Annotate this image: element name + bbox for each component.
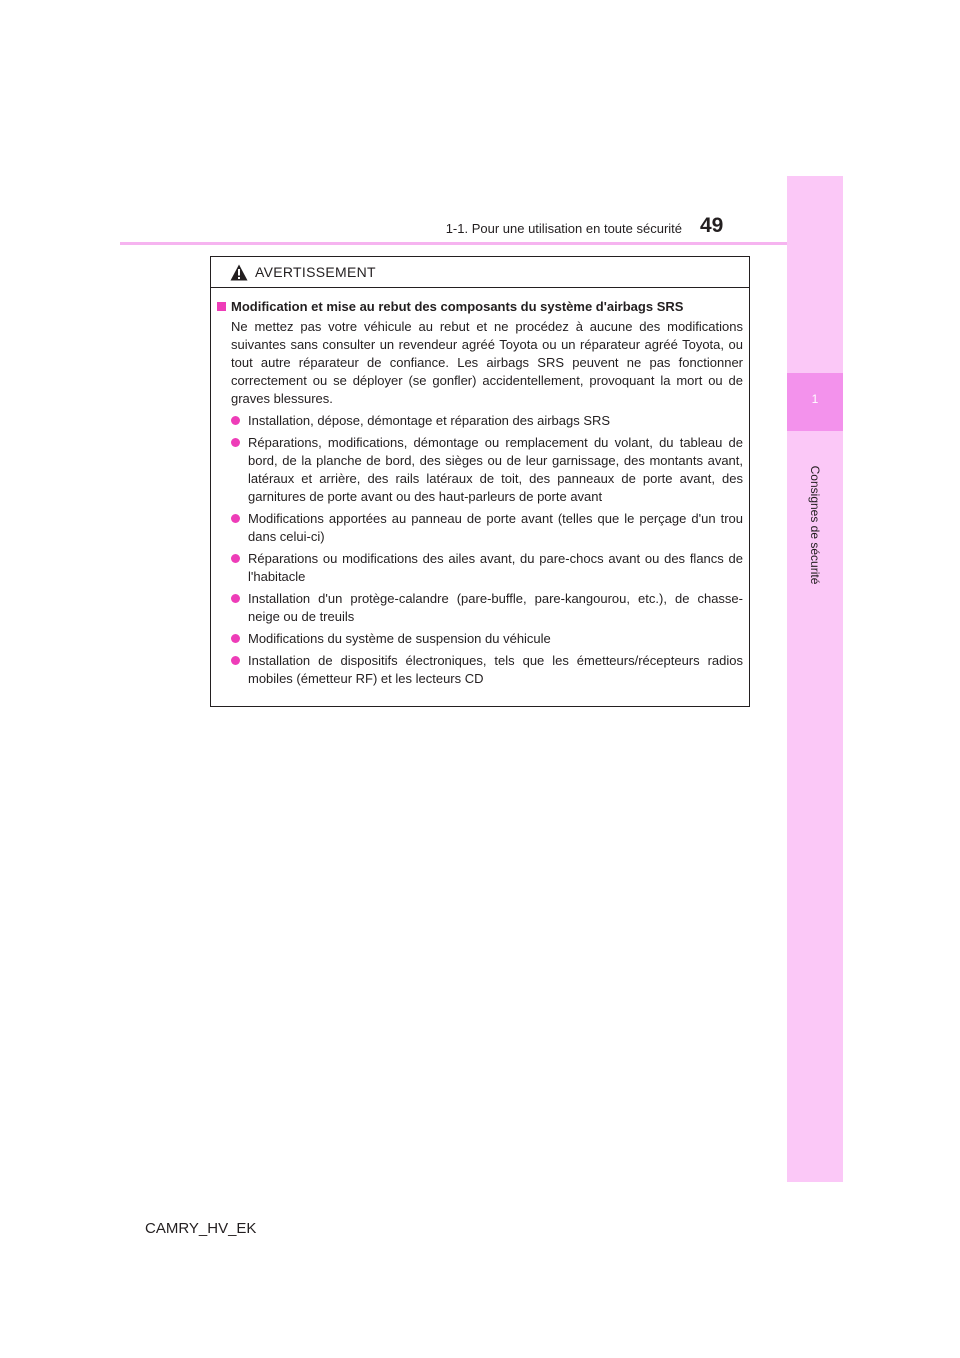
warning-header <box>211 257 749 288</box>
list-item-text: Réparations ou modifications des ailes avant, du pare-chocs avant ou des flancs de l'habitacle <box>248 551 743 584</box>
list-item-text: Installation, dépose, démontage et réparation des airbags SRS <box>248 413 611 428</box>
footer-model-code: CAMRY_HV_EK <box>145 1220 257 1237</box>
warning-triangle-icon <box>230 264 248 281</box>
chapter-number: 1 <box>811 392 819 406</box>
header-section-title: 1-1. Pour une utilisation en toute sécurité <box>445 221 682 236</box>
bullet-dot-icon <box>231 438 240 447</box>
header-rule <box>120 242 842 245</box>
warning-heading-text: Modification et mise au rebut des composants du système d'airbags SRS <box>231 299 684 314</box>
list-item-text: Réparations, modifications, démontage ou remplacement du volant, du tableau de bord, de la planche de bord, des sièges ou de leur garnissage, des montants avant, latéraux et arrière, des rails latéraux de toit, des panneaux de porte avant, des garnitures de porte avant ou des haut-parleurs de porte avant <box>248 435 743 504</box>
chapter-title <box>806 438 824 598</box>
bullet-dot-icon <box>231 554 240 563</box>
list-item <box>231 434 743 506</box>
list-item <box>231 412 743 430</box>
warning-box <box>210 256 750 707</box>
list-item-text: Modifications du système de suspension du véhicule <box>248 631 551 646</box>
list-item <box>231 510 743 546</box>
bullet-dot-icon <box>231 656 240 665</box>
list-item <box>231 590 743 626</box>
warning-list <box>217 412 743 688</box>
bullet-dot-icon <box>231 594 240 603</box>
page-number: 49 <box>700 214 724 237</box>
bullet-dot-icon <box>231 416 240 425</box>
bullet-dot-icon <box>231 514 240 523</box>
list-item-text: Installation de dispositifs électroniques, tels que les émetteurs/récepteurs radios mobiles (émetteur RF) et les lecteurs CD <box>248 653 743 686</box>
warning-section-heading <box>217 298 743 316</box>
list-item <box>231 652 743 688</box>
square-bullet-icon <box>217 302 226 311</box>
chapter-side-tab <box>787 176 843 1182</box>
list-item <box>231 550 743 586</box>
list-item-text: Installation d'un protège-calandre (pare-buffle, pare-kangourou, etc.), de chasse-neige ou de treuils <box>248 591 743 624</box>
warning-body <box>211 288 749 688</box>
list-item-text: Modifications apportées au panneau de porte avant (telles que le perçage d'un trou dans celui-ci) <box>248 511 743 544</box>
list-item <box>231 630 743 648</box>
warning-intro: Ne mettez pas votre véhicule au rebut et ne procédez à aucune des modifications suivantes sans consulter un revendeur agréé Toyota ou un réparateur agréé Toyota, ou tout autre réparateur de confiance. Les airbags SRS peuvent ne pas fonctionner correctement ou se déployer (se gonfler) accidentellement, provoquant la mort ou de graves blessures. <box>231 319 743 406</box>
bullet-dot-icon <box>231 634 240 643</box>
chapter-title-text: Consignes de sécurité <box>808 465 822 585</box>
warning-title: AVERTISSEMENT <box>255 264 376 280</box>
